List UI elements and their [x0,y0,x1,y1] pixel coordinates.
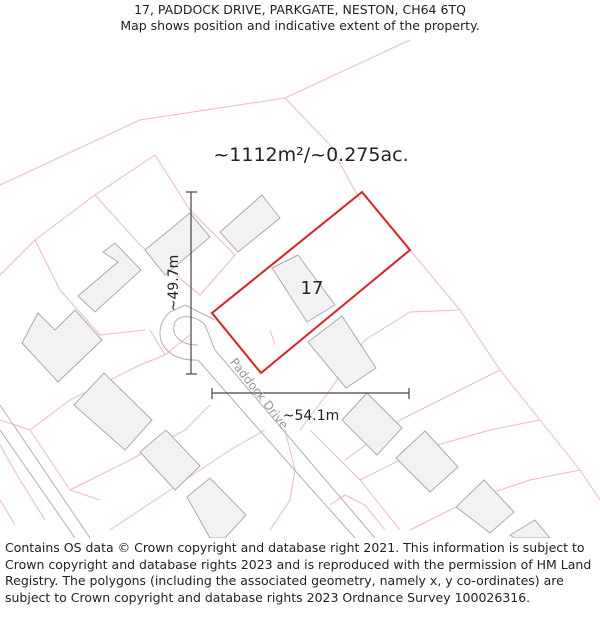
building [396,431,458,492]
building [510,520,550,538]
building [220,195,280,252]
buildings [22,195,550,538]
area-label: ~1112m²/~0.275ac. [213,144,409,166]
building [78,243,141,312]
page-title: 17, PADDOCK DRIVE, PARKGATE, NESTON, CH64 6TQ [134,2,466,17]
building [22,310,102,382]
width-dimension-label: ~54.1m [282,408,340,424]
building [74,373,152,450]
road-name-label: Paddock Drive [227,355,292,432]
map-svg [0,38,600,538]
building [342,393,402,455]
building [140,430,200,490]
copyright-notice: Contains OS data © Crown copyright and database right 2021. This information is subject to Crown copyright and database rights 2023 and is reproduced with the permission of HM Land Registry. The polygons (including the associated geometry, namely x, y co-ordinates) are subject to Crown copyright and database rights 2023 Ordnance Survey 100026316. [5,540,592,605]
header [0,0,600,40]
plot-number-label: 17 [300,278,324,299]
page-subtitle: Map shows position and indicative extent of the property. [120,18,480,33]
map[interactable] [0,38,600,538]
building [187,478,246,538]
height-dimension-label: ~49.7m [166,254,182,312]
